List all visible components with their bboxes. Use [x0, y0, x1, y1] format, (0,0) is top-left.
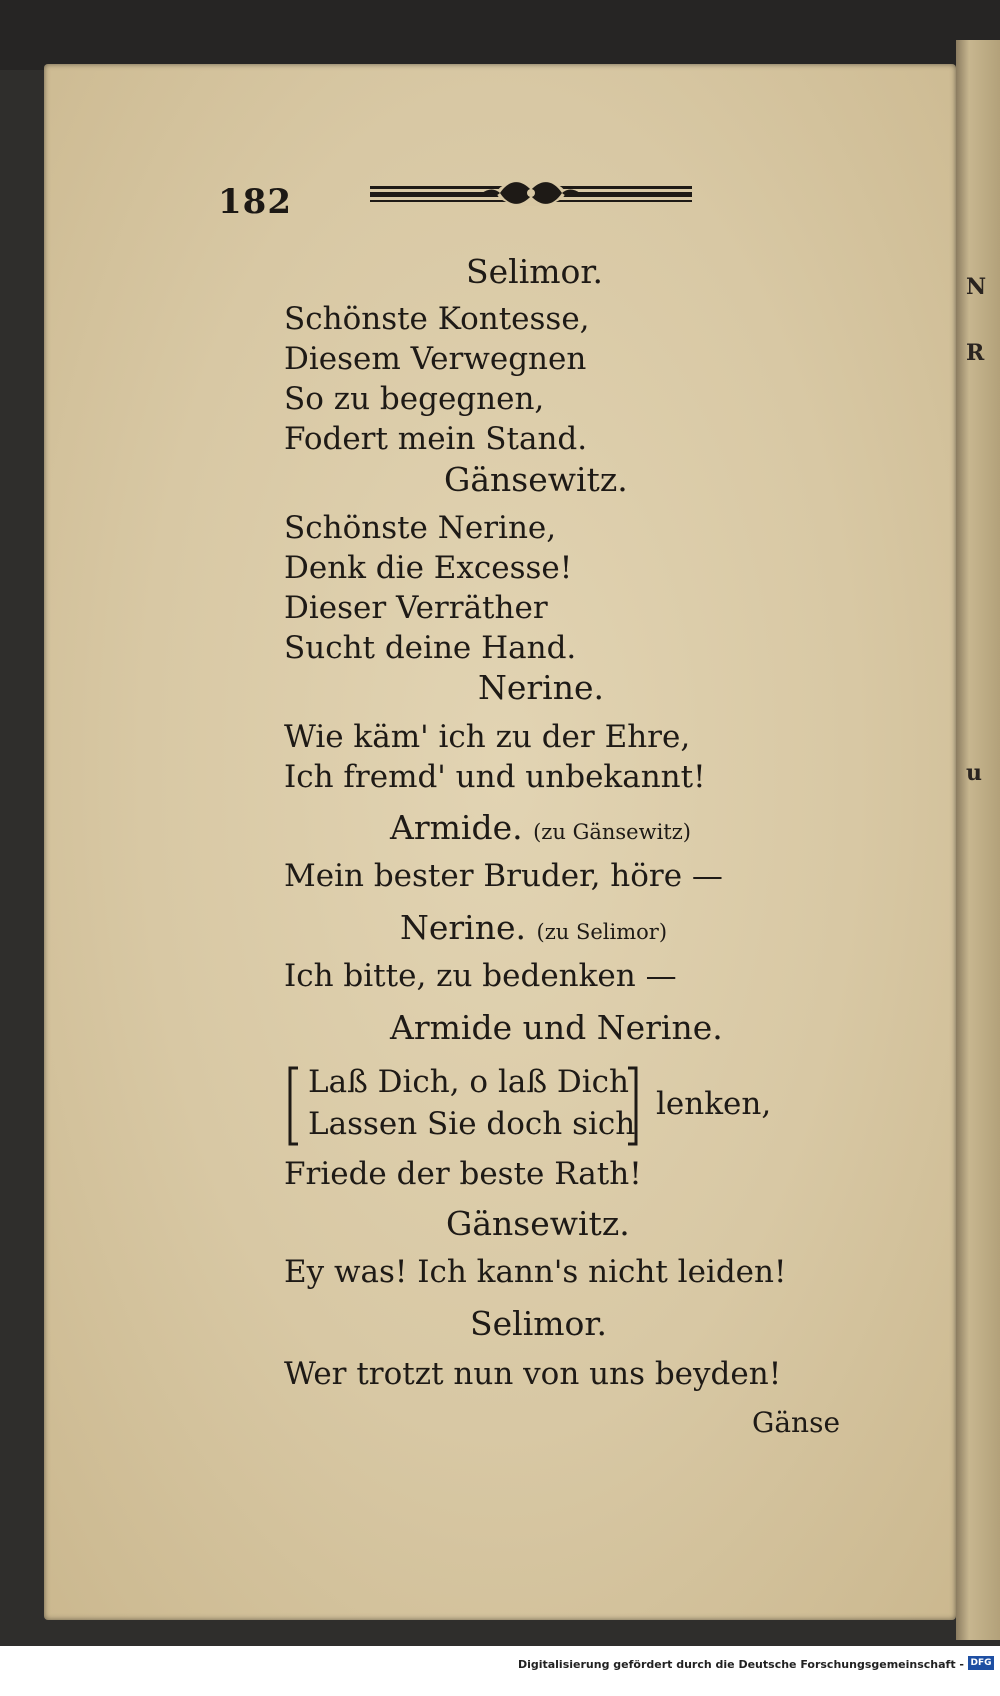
verse-line: Dieser Verräther [284, 590, 548, 626]
verse-line: Wie käm' ich zu der Ehre, [284, 719, 691, 755]
verse-line: Fodert mein Stand. [284, 421, 588, 457]
footer-credit: Digitalisierung gefördert durch die Deutsche Forschungsgemeinschaft - [517, 1658, 964, 1671]
stage-direction: (zu Selimor) [536, 920, 668, 944]
verse-line: Friede der beste Rath! [284, 1156, 642, 1192]
verse-line: Laß Dich, o laß Dich [308, 1064, 630, 1100]
speaker-name: Selimor. [466, 252, 604, 291]
catchword: Gänse [752, 1406, 841, 1439]
verse-line: Mein bester Bruder, höre — [284, 858, 723, 894]
dfg-logo: DFG [968, 1656, 994, 1670]
speaker-label: Nerine. [400, 908, 527, 947]
verse-line: Lassen Sie doch sich [308, 1106, 636, 1142]
verse-line: Ich fremd' und unbekannt! [284, 759, 706, 795]
stage-direction: (zu Gänsewitz) [533, 820, 691, 844]
verse-line: Denk die Excesse! [284, 550, 573, 586]
verse-line: Wer trotzt nun von uns beyden! [284, 1356, 782, 1392]
next-page-fragment: R [966, 340, 985, 366]
speaker-name: Gänsewitz. [444, 460, 628, 499]
verse-line: So zu begegnen, [284, 381, 545, 417]
scanner-background-top [0, 0, 1000, 70]
speaker-name: Gänsewitz. [446, 1204, 630, 1243]
bracketed-shared-word: lenken, [656, 1086, 772, 1122]
verse-line: Schönste Nerine, [284, 510, 557, 546]
speaker-name: Selimor. [470, 1304, 608, 1343]
speaker-label: Armide. [390, 808, 523, 847]
verse-line: Diesem Verwegnen [284, 341, 587, 377]
left-bracket-icon [284, 1066, 300, 1146]
verse-line: Schönste Kontesse, [284, 301, 590, 337]
header-ornament-icon [370, 172, 692, 212]
verse-line: Ey was! Ich kann's nicht leiden! [284, 1254, 787, 1290]
adjacent-page-edge [956, 40, 1000, 1640]
verse-line: Sucht deine Hand. [284, 630, 577, 666]
verse-line: Ich bitte, zu bedenken — [284, 958, 677, 994]
next-page-fragment: u [966, 760, 982, 786]
speaker-name [400, 908, 667, 947]
right-bracket-icon [626, 1066, 642, 1146]
speaker-name: Armide und Nerine. [390, 1008, 723, 1047]
speaker-name [390, 808, 691, 847]
page-number: 182 [218, 182, 292, 222]
digitization-footer [0, 1646, 1000, 1696]
speaker-name: Nerine. [478, 668, 605, 707]
next-page-fragment: N [966, 274, 987, 300]
